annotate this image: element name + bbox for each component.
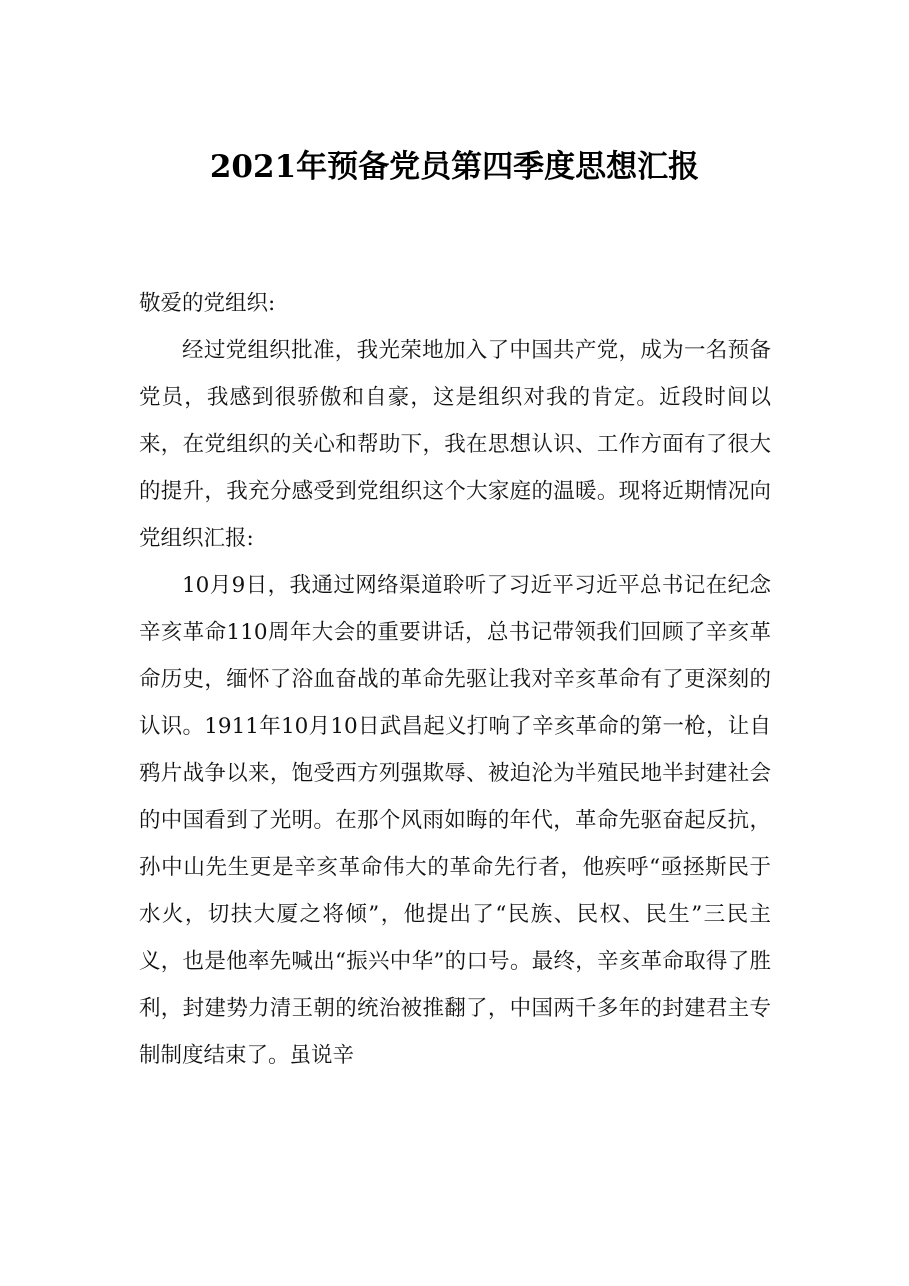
document-body [139,280,771,1079]
salutation: 敬爱的党组织: [139,291,276,316]
paragraph-intro: 经过党组织批准，我光荣地加入了中国共产党，成为一名预备党员，我感到很骄傲和自豪，这是组织对我的肯定。近段时间以来，在党组织的关心和帮助下，我在思想认识、工作方面有了很大的提升，我充分感受到党组织这个大家庭的温暖。现将近期情况向党组织汇报: [139,338,771,551]
paragraph-revolution: 10月9日，我通过网络渠道聆听了习近平习近平总书记在纪念辛亥革命110周年大会的重要讲话，总书记带领我们回顾了辛亥革命历史，缅怀了浴血奋战的革命先驱让我对辛亥革命有了更深刻的认识。1911年10月10日武昌起义打响了辛亥革命的第一枪，让自鸦片战争以来，饱受西方列强欺辱、被迫沦为半殖民地半封建社会的中国看到了光明。在那个风雨如晦的年代，革命先驱奋起反抗，孙中山先生更是辛亥革命伟大的革命先行者，他疾呼“亟拯斯民于水火，切扶大厦之将倾”，他提出了“民族、民权、民生”三民主义，也是他率先喊出“振兴中华”的口号。最终，辛亥革命取得了胜利，封建势力清王朝的统治被推翻了，中国两千多年的封建君主专制制度结束了。虽说辛 [139,573,771,1068]
document-title: 2021年预备党员第四季度思想汇报 [209,149,700,185]
